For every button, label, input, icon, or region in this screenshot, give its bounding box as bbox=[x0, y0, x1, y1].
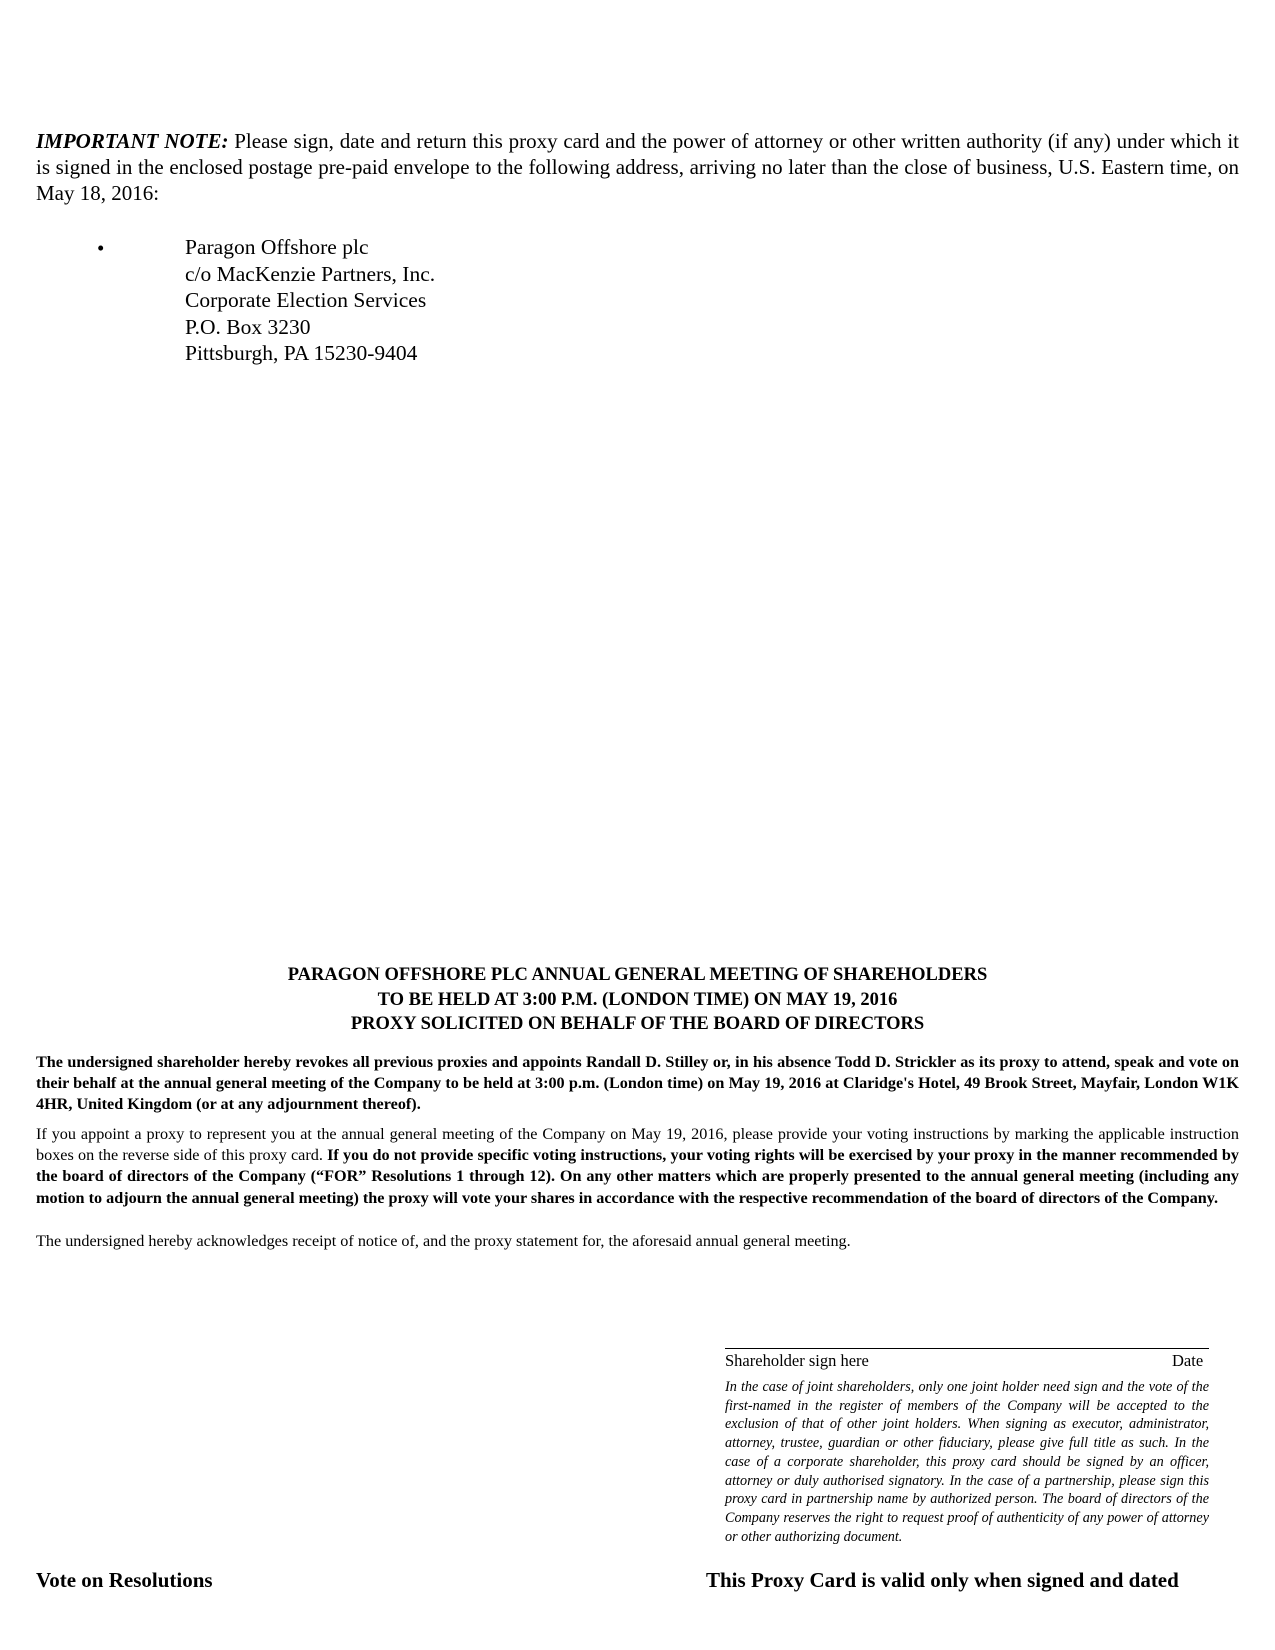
meeting-title: PARAGON OFFSHORE PLC ANNUAL GENERAL MEETING OF SHAREHOLDERS bbox=[287, 965, 988, 985]
address-line-company: Paragon Offshore plc bbox=[185, 235, 369, 259]
mailing-address bbox=[185, 234, 435, 367]
instructions-paragraph bbox=[36, 1124, 1239, 1209]
address-line-po-box: P.O. Box 3230 bbox=[185, 314, 311, 339]
vote-on-resolutions-heading: Vote on Resolutions bbox=[36, 1568, 213, 1592]
meeting-time: TO BE HELD AT 3:00 P.M. (LONDON TIME) ON MAY 19, 2016 bbox=[377, 989, 898, 1010]
important-note-label: IMPORTANT NOTE: bbox=[36, 129, 229, 153]
proxy-solicitation: PROXY SOLICITED ON BEHALF OF THE BOARD OF DIRECTORS bbox=[350, 1014, 925, 1034]
signature-line[interactable] bbox=[725, 1348, 1209, 1349]
proxy-validity-note: This Proxy Card is valid only when signed and dated bbox=[706, 1568, 1179, 1592]
shareholder-sign-label: Shareholder sign here bbox=[725, 1351, 869, 1370]
important-note-text: Please sign, date and return this proxy card and the power of attorney or other written authority (if any) under which it is signed in the enclosed postage pre-paid envelope to the following address, arriving no later than the close of business, U.S. Eastern time, on May 18, 2016: bbox=[36, 129, 1239, 205]
date-label: Date bbox=[1172, 1351, 1204, 1370]
meeting-header bbox=[0, 963, 1275, 1037]
instructions-plain-text: If you appoint a proxy to represent you at the annual general meeting of the Company on May 19, 2016, please provide your voting instructions by marking the applicable instruction boxes on the reverse side of this proxy card. bbox=[36, 1125, 1239, 1165]
signature-instructions: In the case of joint shareholders, only one joint holder need sign and the vote of the first-named in the register of members of the Company will be accepted to the exclusion of that of other joint holders. When signing as executor, administrator, attorney, trustee, guardian or other fiduciary, please give full title as such. In the case of a corporate shareholder, this proxy card should be signed by an officer, attorney or duly authorised signatory. In the case of a partnership, please sign this proxy card in partnership name by authorized person. The board of directors of the Company reserves the right to request proof of authenticity of any power of attorney or other authorizing document. bbox=[725, 1379, 1209, 1545]
address-bullet: • bbox=[97, 236, 105, 260]
instructions-bold-text: If you do not provide specific voting instructions, your voting rights will be exercised by your proxy in the manner recommended by the board of directors of the Company (“FOR” Resolutions 1 through 12). On any other matters which are properly presented to the annual general meeting (including any motion to adjourn the annual general meeting) the proxy will vote your shares in accordance with the respective recommendation of the board of directors of the Company. bbox=[36, 1146, 1239, 1207]
address-line-department: Corporate Election Services bbox=[185, 288, 427, 312]
appointment-paragraph: The undersigned shareholder hereby revokes all previous proxies and appoints Randall D. Stilley or, in his absence Todd D. Strickler as its proxy to attend, speak and vote on their behalf at the annual general meeting of the Company to be held at 3:00 p.m. (London time) on May 19, 2016 at Claridge's Hotel, 49 Brook Street, Mayfair, London W1K 4HR, United Kingdom (or at any adjournment thereof). bbox=[36, 1053, 1239, 1114]
acknowledgement-paragraph: The undersigned hereby acknowledges receipt of notice of, and the proxy statement for, the aforesaid annual general meeting. bbox=[36, 1232, 851, 1250]
address-line-city: Pittsburgh, PA 15230-9404 bbox=[185, 341, 418, 365]
important-note bbox=[36, 128, 1239, 206]
address-line-care-of: c/o MacKenzie Partners, Inc. bbox=[185, 261, 436, 286]
